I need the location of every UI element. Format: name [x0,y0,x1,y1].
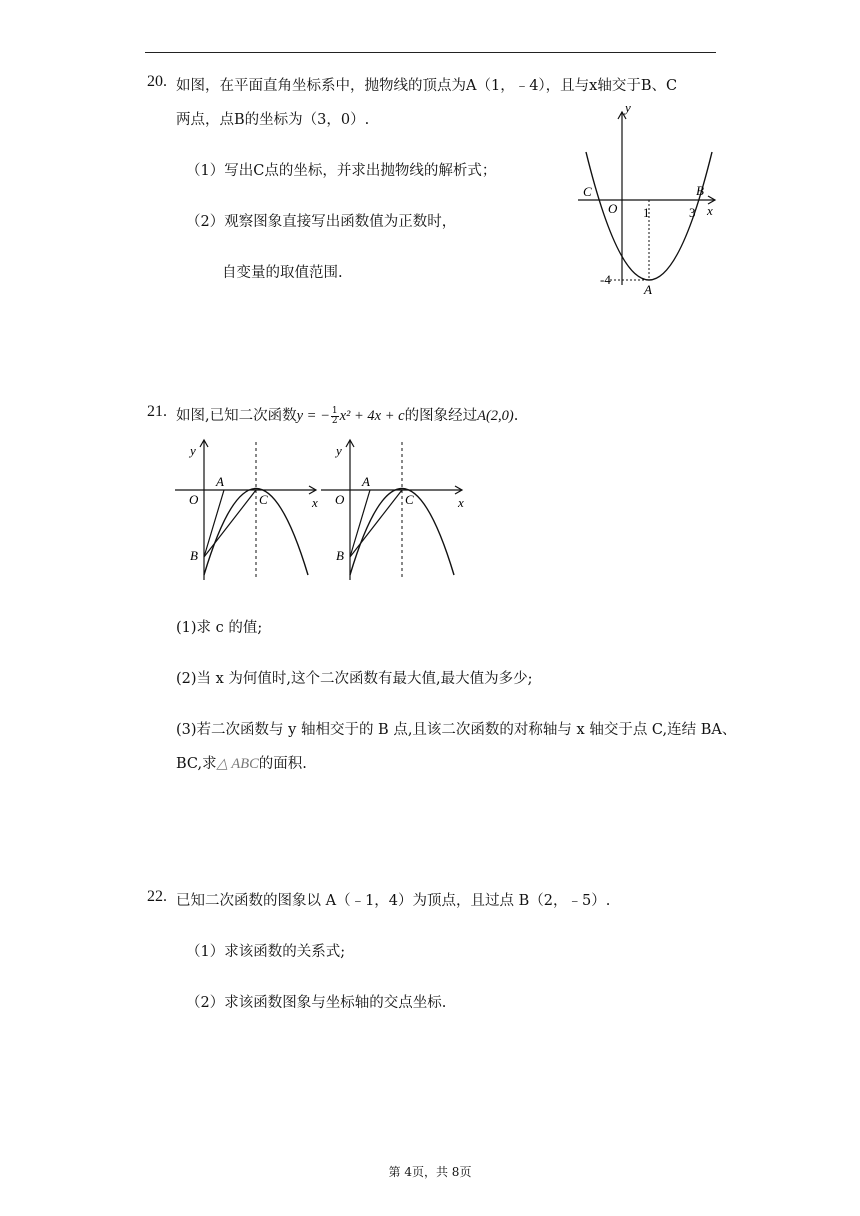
point-C-label: C [259,492,268,507]
q21-eq-frac-den: 2 [331,415,338,426]
q22-line1: 已知二次函数的图象以 A（﹣1，4）为顶点，且过点 B（2，﹣5）. [176,893,611,909]
x-label: x [458,495,464,510]
q21-figure-right [318,432,478,582]
q21-figure-left [172,432,332,582]
point-B-label: B [190,548,198,563]
q21-eq-frac-num: 1 [331,405,338,416]
point-C-label: C [405,492,414,507]
q21-stem [176,404,518,426]
q22-part1: （1）求该函数的关系式; [186,944,346,960]
q22-number: 22. [147,888,167,905]
q21-part3a: (3)若二次函数与 y 轴相交于的 B 点,且该二次函数的对称轴与 x 轴交于点 C,连结 BA、 [176,722,737,738]
point-B-label: B [696,183,704,198]
q22-part2: （2）求该函数图象与坐标轴的交点坐标. [186,995,447,1011]
page-footer: 第 4页，共 8页 [388,1165,472,1179]
q21-stem-b: 的图象经过 [404,408,478,424]
x-label: x [312,495,318,510]
q21-part3b [176,752,307,773]
q20-line1: 如图，在平面直角坐标系中，抛物线的顶点为A（1，﹣4），且与x轴交于B、C [176,78,678,94]
q20-line2: 两点，点B的坐标为（3，0）. [176,112,370,128]
q21-part1: (1)求 c 的值; [176,620,263,636]
q20-part1: （1）写出C点的坐标，并求出抛物线的解析式； [186,163,497,179]
segment-BA [350,490,370,557]
q21-number: 21. [147,403,167,420]
segment-BA [204,490,224,557]
q21-part2: (2)当 x 为何值时,这个二次函数有最大值,最大值为多少; [176,671,533,687]
origin-label: O [608,201,618,216]
x-label: x [707,203,713,218]
point-A-label: A [644,282,652,297]
y-label: y [625,100,631,115]
tick-1: 1 [643,205,650,220]
origin-label: O [335,492,345,507]
origin-label: O [189,492,199,507]
q21-eq-fraction [331,407,339,426]
tick-neg4: -4 [600,272,611,287]
y-label: y [336,443,342,458]
point-B-label: B [336,548,344,563]
point-C-label: C [583,184,592,199]
header-rule [145,52,716,53]
q20-figure [570,100,730,300]
q21-part3b-pre: BC,求 [176,756,217,772]
q20-number: 20. [147,73,167,90]
segment-BC [204,490,256,557]
q21-eq-rest: x² + 4x + c [339,408,405,424]
q21-part3b-post: 的面积. [258,756,307,772]
q21-stem-a: 如图,已知二次函数 [176,408,297,424]
q21-point: A(2,0) [477,408,514,424]
y-label: y [190,443,196,458]
q21-triangle-abc: △ ABC [216,756,259,772]
point-A-label: A [216,474,224,489]
q20-part2: （2）观察图象直接写出函数值为正数时， [186,214,457,230]
point-A-label: A [362,474,370,489]
segment-BC [350,490,402,557]
q21-stem-end: . [513,408,519,424]
tick-3: 3 [689,205,696,220]
q21-eq-y: y = − [296,408,330,424]
q20-part2b: 自变量的取值范围. [222,265,343,281]
